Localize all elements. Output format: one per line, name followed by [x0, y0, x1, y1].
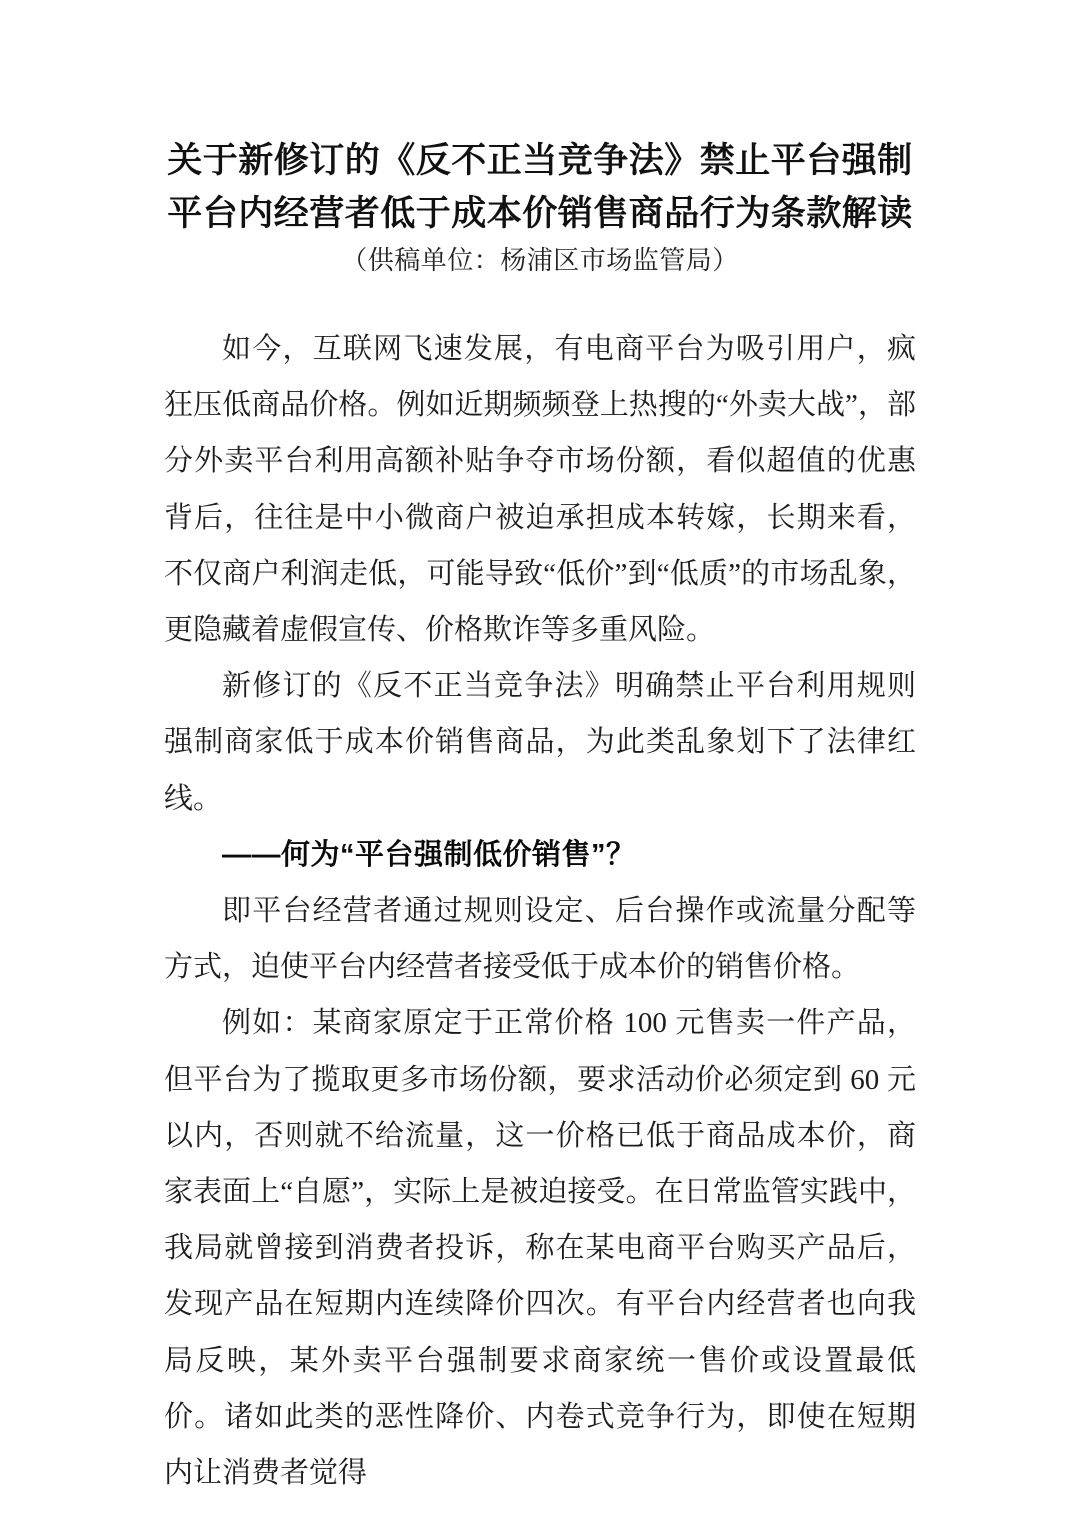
paragraph-intro: 如今，互联网飞速发展，有电商平台为吸引用户，疯狂压低商品价格。例如近期频频登上热搜的“外卖大战”，部分外卖平台利用高额补贴争夺市场份额，看似超值的优惠背后，往往是中小微商户被迫承担成本转嫁，长期来看，不仅商户利润走低，可能导致“低价”到“低质”的市场乱象，更隐藏着虚假宣传、价格欺诈等多重风险。 [164, 333, 916, 647]
document-title [0, 0, 1080, 240]
paragraph-definition: 即平台经营者通过规则设定、后台操作或流量分配等方式，迫使平台内经营者接受低于成本价的销售价格。 [164, 895, 916, 984]
paragraph-example: 例如：某商家原定于正常价格 100 元售卖一件产品，但平台为了揽取更多市场份额，要求活动价必须定到 60 元以内，否则就不给流量，这一价格已低于商品成本价，商家表面上“自愿”，实际上是被迫接受。在日常监管实践中，我局就曾接到消费者投诉，称在某电商平台购买产品后，发现产品在短期内连续降价四次。有平台内经营者也向我局反映，某外卖平台强制要求商家统一售价或设置最低价。诸如此类的恶性降价、内卷式竞争行为，即使在短期内让消费者觉得 [164, 1007, 916, 1490]
document-title-line-1: 关于新修订的《反不正当竞争法》禁止平台强制 [167, 141, 913, 180]
byline-source-unit: （供稿单位：杨浦区市场监管局） [341, 246, 739, 275]
document-body [164, 321, 916, 1501]
document-title-line-2: 平台内经营者低于成本价销售商品行为条款解读 [167, 194, 913, 233]
paragraph-law-revision: 新修订的《反不正当竞争法》明确禁止平台利用规则强制商家低于成本价销售商品，为此类乱象划下了法律红线。 [164, 670, 916, 815]
section-heading-definition: ——何为“平台强制低价销售”？ [222, 838, 636, 871]
